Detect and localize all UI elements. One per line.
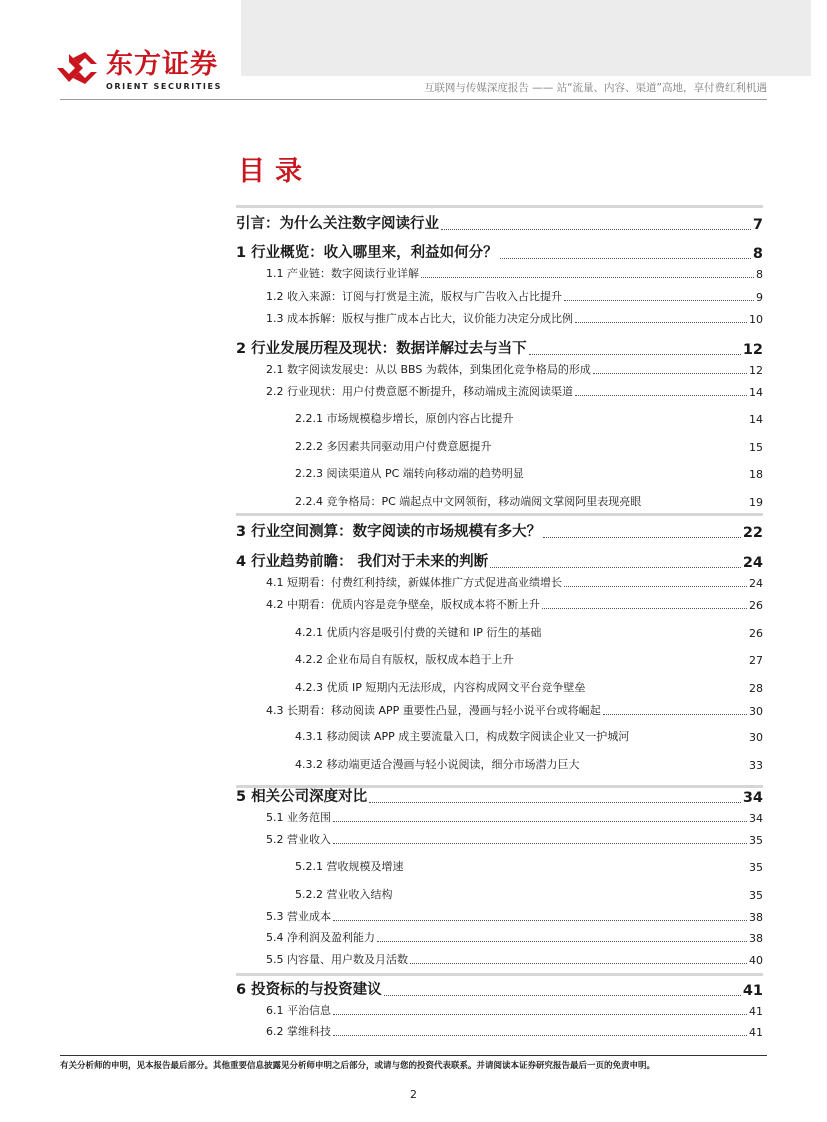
toc-entry[interactable] xyxy=(236,728,763,744)
toc-entry-label: 2 行业发展历程及现状：数据详解过去与当下 xyxy=(236,341,527,357)
toc-entry[interactable] xyxy=(236,361,763,377)
toc-entry-page: 41 xyxy=(742,983,763,999)
footer-divider xyxy=(60,1055,767,1056)
toc-entry[interactable] xyxy=(236,702,763,718)
header-gray-block xyxy=(241,0,811,76)
section-band xyxy=(236,973,763,976)
toc-entry-label: 4.2.2 企业布局自有版权，版权成本趋于上升 xyxy=(295,653,514,666)
toc-entry[interactable] xyxy=(236,288,763,304)
toc-leader-dots xyxy=(441,229,751,230)
toc-entry[interactable] xyxy=(236,809,763,825)
toc-entry-label: 4.2.3 优质 IP 短期内无法形成，内容构成网文平台竞争壁垒 xyxy=(295,681,586,694)
toc-entry[interactable] xyxy=(236,1002,763,1018)
toc-title: 目录 xyxy=(238,156,312,187)
toc-entry-label: 4.2.1 优质内容是吸引付费的关键和 IP 衍生的基础 xyxy=(295,626,542,639)
toc-entry-page: 38 xyxy=(749,911,763,924)
toc-entry-page: 8 xyxy=(756,268,763,281)
logo-english-name: ORIENT SECURITIES xyxy=(106,82,222,91)
toc-entry-page: 28 xyxy=(749,682,763,695)
toc-entry-page: 41 xyxy=(749,1005,763,1018)
toc-entry-label: 5.2.2 营业收入结构 xyxy=(295,888,393,901)
toc-entry-page: 41 xyxy=(749,1026,763,1039)
toc-leader-dots xyxy=(384,995,741,996)
toc-entry-label: 4 行业趋势前瞻： 我们对于未来的判断 xyxy=(236,554,489,570)
toc-leader-dots xyxy=(333,821,747,822)
toc-entry-page: 8 xyxy=(752,246,763,262)
toc-entry-label: 5.4 净利润及盈利能力 xyxy=(266,931,375,944)
toc-entry-page: 7 xyxy=(752,217,763,233)
toc-entry[interactable] xyxy=(236,978,763,999)
toc-entry-page: 30 xyxy=(749,731,763,744)
toc-entry-page: 14 xyxy=(749,386,763,399)
toc-entry-label: 2.2.1 市场规模稳步增长，原创内容占比提升 xyxy=(295,412,514,425)
toc-entry-page: 30 xyxy=(749,705,763,718)
toc-entry[interactable] xyxy=(236,886,763,902)
toc-entry[interactable] xyxy=(236,520,763,541)
toc-leader-dots xyxy=(575,322,747,323)
toc-entry-label: 4.3 长期看：移动阅读 APP 重要性凸显，漫画与轻小说平台或将崛起 xyxy=(266,704,601,717)
toc-leader-dots xyxy=(575,395,747,396)
toc-leader-dots xyxy=(333,920,747,921)
toc-entry-label: 2.2 行业现状：用户付费意愿不断提升，移动端成主流阅读渠道 xyxy=(266,385,573,398)
toc-entry-label: 4.3.1 移动阅读 APP 成主要流量入口，构成数字阅读企业又一护城河 xyxy=(295,730,630,743)
logo-chinese-name: 东方证券 xyxy=(106,49,218,80)
toc-entry[interactable] xyxy=(236,831,763,847)
toc-entry[interactable] xyxy=(236,951,763,967)
toc-entry[interactable] xyxy=(236,310,763,326)
toc-leader-dots xyxy=(603,714,747,715)
toc-entry-label: 6 投资标的与投资建议 xyxy=(236,982,382,998)
toc-entry-label: 2.2.2 多因素共同驱动用户付费意愿提升 xyxy=(295,440,492,453)
toc-entry[interactable] xyxy=(236,785,763,806)
toc-leader-dots xyxy=(421,277,754,278)
toc-entry-label: 2.2.3 阅读渠道从 PC 端转向移动端的趋势明显 xyxy=(295,467,524,480)
toc-entry[interactable] xyxy=(236,410,763,426)
toc-entry-label: 4.2 中期看：优质内容是竞争壁垒，版权成本将不断上升 xyxy=(266,598,540,611)
toc-entry-page: 9 xyxy=(756,291,763,304)
toc-entry-page: 26 xyxy=(749,599,763,612)
toc-entry-page: 18 xyxy=(749,468,763,481)
toc-entry-label: 4.1 短期看：付费红利持续，新媒体推广方式促进高业绩增长 xyxy=(266,576,562,589)
toc-entry-label: 5.5 内容量、用户数及月活数 xyxy=(266,953,408,966)
toc-leader-dots xyxy=(564,300,754,301)
toc-entry-label: 3 行业空间测算：数字阅读的市场规模有多大？ xyxy=(236,524,542,540)
toc-entry[interactable] xyxy=(236,465,763,481)
toc-entry[interactable] xyxy=(236,438,763,454)
toc-entry-page: 26 xyxy=(749,627,763,640)
toc-entry-label: 5 相关公司深度对比 xyxy=(236,789,368,805)
toc-entry-page: 34 xyxy=(742,790,763,806)
toc-entry-label: 1 行业概览：收入哪里来，利益如何分？ xyxy=(236,245,498,261)
toc-entry-label: 5.1 业务范围 xyxy=(266,811,331,824)
toc-entry-page: 27 xyxy=(749,654,763,667)
toc-entry-page: 38 xyxy=(749,932,763,945)
toc-entry-page: 19 xyxy=(749,496,763,509)
toc-entry-page: 34 xyxy=(749,812,763,825)
toc-entry[interactable] xyxy=(236,337,763,358)
section-band xyxy=(236,513,763,516)
toc-leader-dots xyxy=(543,537,741,538)
toc-entry-label: 5.2 营业收入 xyxy=(266,833,331,846)
toc-entry[interactable] xyxy=(236,596,763,612)
toc-leader-dots xyxy=(369,802,741,803)
toc-leader-dots xyxy=(500,258,751,259)
report-header-title: 互联网与传媒深度报告 —— 站“流量、内容、渠道”高地，享付费红利机遇 xyxy=(423,82,767,94)
toc-entry-page: 12 xyxy=(742,342,763,358)
toc-entry[interactable] xyxy=(236,858,763,874)
toc-leader-dots xyxy=(377,941,747,942)
toc-leader-dots xyxy=(529,354,741,355)
toc-entry[interactable] xyxy=(236,624,763,640)
toc-entry-label: 5.2.1 营收规模及增速 xyxy=(295,860,404,873)
toc-leader-dots xyxy=(593,373,747,374)
toc-entry[interactable] xyxy=(236,651,763,667)
toc-entry[interactable] xyxy=(236,574,763,590)
toc-entry[interactable] xyxy=(236,550,763,571)
toc-entry-label: 2.1 数字阅读发展史：从以 BBS 为载体，到集团化竞争格局的形成 xyxy=(266,363,591,376)
page-number: 2 xyxy=(410,1088,417,1101)
toc-entry[interactable] xyxy=(236,929,763,945)
toc-entry-label: 1.2 收入来源：订阅与打赏是主流，版权与广告收入占比提升 xyxy=(266,290,562,303)
toc-leader-dots xyxy=(333,1014,747,1015)
toc-entry[interactable] xyxy=(236,383,763,399)
toc-entry[interactable] xyxy=(236,212,763,233)
toc-entry[interactable] xyxy=(236,1023,763,1039)
toc-entry-label: 6.2 掌维科技 xyxy=(266,1025,331,1038)
toc-entry-page: 12 xyxy=(749,364,763,377)
toc-entry-page: 14 xyxy=(749,413,763,426)
section-band xyxy=(236,205,763,208)
toc-entry[interactable] xyxy=(236,679,763,695)
toc-entry-page: 35 xyxy=(749,889,763,902)
toc-entry-page: 10 xyxy=(749,313,763,326)
toc-leader-dots xyxy=(410,963,747,964)
toc-entry-label: 1.3 成本拆解：版权与推广成本占比大，议价能力决定分成比例 xyxy=(266,312,573,325)
toc-entry[interactable] xyxy=(236,241,763,262)
header-divider xyxy=(60,99,767,100)
toc-entry-label: 引言：为什么关注数字阅读行业 xyxy=(236,216,439,232)
footer-disclaimer: 有关分析师的申明，见本报告最后部分。其他重要信息披露见分析师申明之后部分，或请与您的投资代表联系。并请阅读本证券研究报告最后一页的免责申明。 xyxy=(60,1061,656,1071)
toc-entry-page: 40 xyxy=(749,954,763,967)
toc-entry-label: 5.3 营业成本 xyxy=(266,910,331,923)
toc-leader-dots xyxy=(333,843,747,844)
toc-entry-page: 15 xyxy=(749,441,763,454)
toc-entry[interactable] xyxy=(236,493,763,509)
toc-entry[interactable] xyxy=(236,265,763,281)
toc-entry-label: 4.3.2 移动端更适合漫画与轻小说阅读，细分市场潜力巨大 xyxy=(295,758,580,771)
toc-leader-dots xyxy=(542,608,747,609)
toc-entry-page: 22 xyxy=(742,525,763,541)
toc-entry[interactable] xyxy=(236,908,763,924)
toc-entry-label: 2.2.4 竞争格局：PC 端起点中文网领衔，移动端阅文掌阅阿里表现亮眼 xyxy=(295,495,642,508)
toc-entry-page: 33 xyxy=(749,759,763,772)
toc-entry-page: 24 xyxy=(749,577,763,590)
toc-entry-page: 35 xyxy=(749,834,763,847)
toc-entry-page: 35 xyxy=(749,861,763,874)
toc-leader-dots xyxy=(564,586,747,587)
toc-entry[interactable] xyxy=(236,756,763,772)
toc-entry-label: 6.1 平治信息 xyxy=(266,1004,331,1017)
toc-entry-page: 24 xyxy=(742,555,763,571)
toc-leader-dots xyxy=(333,1035,747,1036)
toc-entry-label: 1.1 产业链：数字阅读行业详解 xyxy=(266,267,419,280)
orient-logo-icon xyxy=(57,48,97,88)
toc-leader-dots xyxy=(490,567,741,568)
